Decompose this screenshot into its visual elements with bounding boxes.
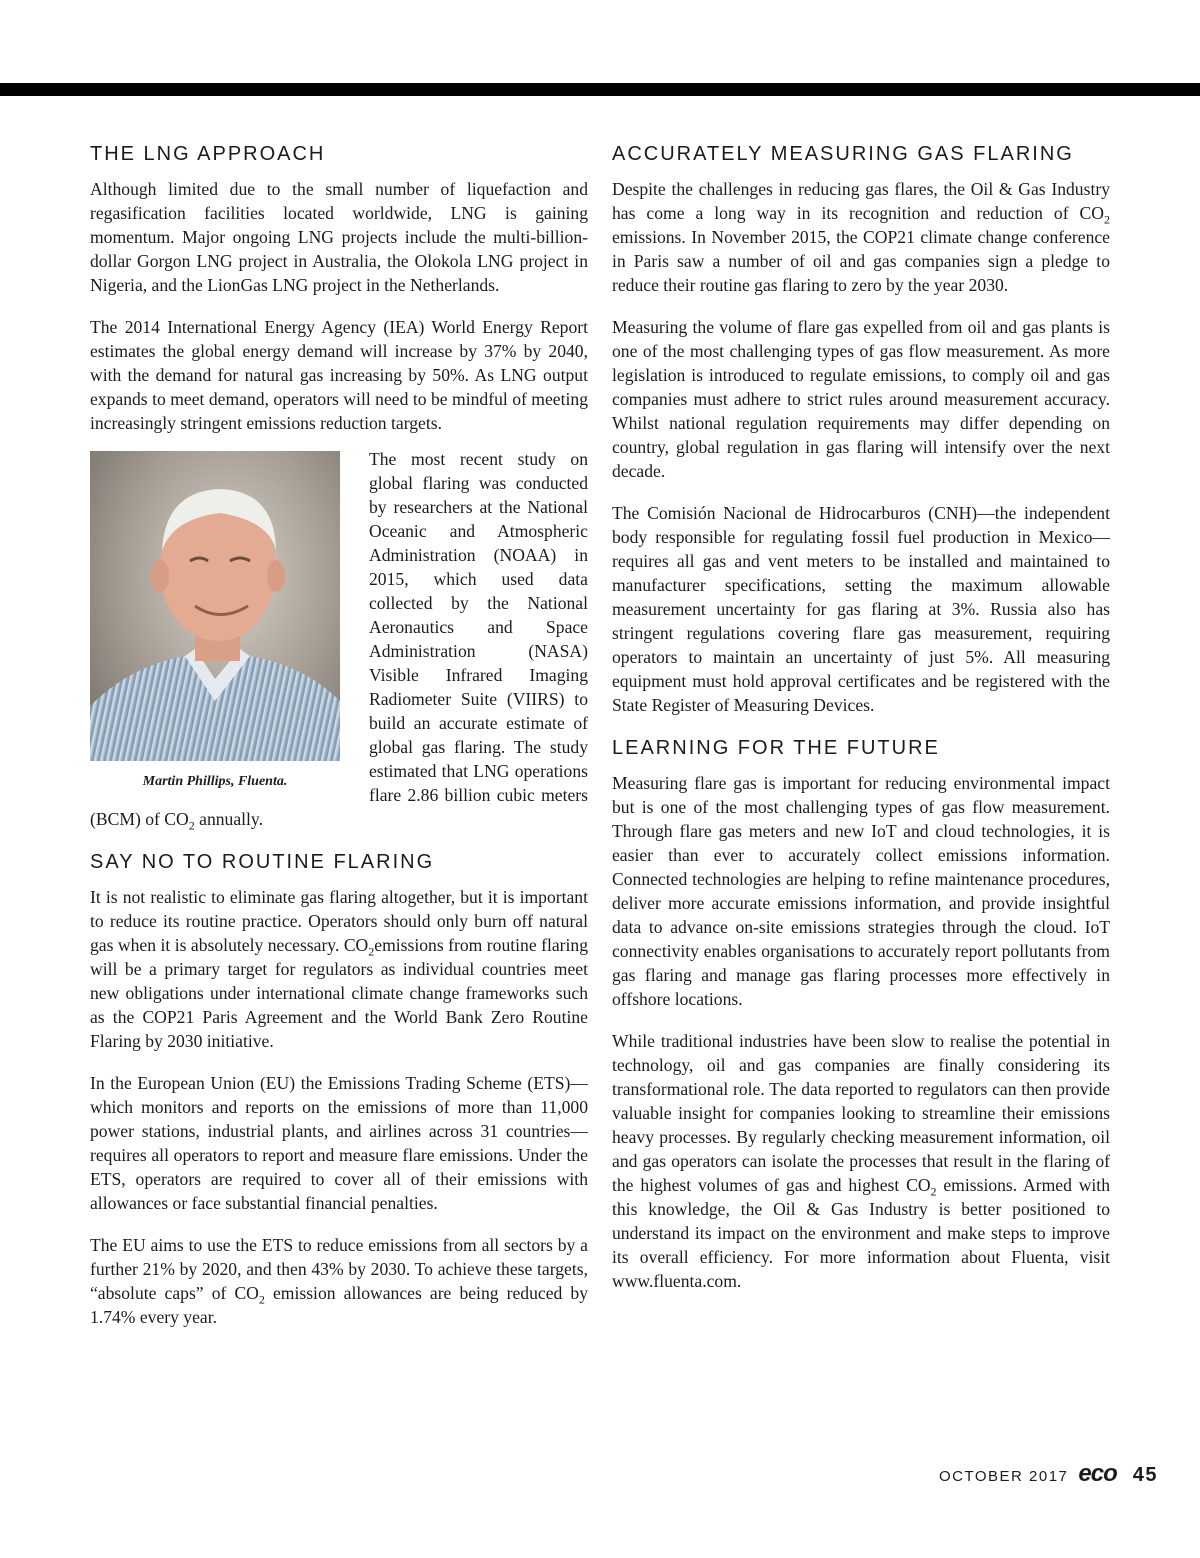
subscript: 2	[188, 818, 195, 833]
portrait-photo	[90, 451, 340, 761]
section-heading-future: LEARNING FOR THE FUTURE	[612, 737, 940, 759]
paragraph: Although limited due to the small number of liquefaction and regasification facilities located worldwide, LNG is gaining momentum. Major ongoing LNG projects include the multi-billion-dollar Gorgon LNG project in Australia, the Olokola LNG project in Nigeria, and the LionGas LNG project in the Netherlands.	[90, 179, 588, 295]
paragraph-text: annually.	[194, 809, 263, 829]
section-heading-lng: THE LNG APPROACH	[90, 143, 326, 165]
right-column	[612, 141, 1110, 1311]
top-rule	[0, 83, 1200, 96]
paragraph: In the European Union (EU) the Emissions Trading Scheme (ETS)—which monitors and reports on the emissions of more than 11,000 power stations, industrial plants, and airlines across 31 countries—requires all operators to report and measure flare emissions. Under the ETS, operators are required to cover all of their emissions with allowances or face substantial financial penalties.	[90, 1073, 588, 1213]
paragraph-text: The most recent study on global flaring was conducted by researchers at the National Oceanic and Atmospheric Administration (NOAA) in 2015, which used data collected by the National Aeronautics and Space Administration (NASA) Visible Infrared Imaging Radiometer Suite (VIIRS) to build an accurate estimate of global gas flaring. The study estimated that LNG operations flare 2.86 billion cubic meters (BCM) of CO	[90, 449, 588, 829]
page-number: 45	[1132, 1464, 1158, 1486]
paragraph-text: emissions. Armed with this knowledge, the Oil & Gas Industry is better positioned to understand its impact on the environment and make steps to improve its overall efficiency. For more information about Fluenta, visit www.fluenta.com.	[612, 1175, 1110, 1291]
magazine-logo: eco	[1078, 1460, 1117, 1487]
paragraph-text: The EU aims to use the ETS to reduce emissions from all sectors by a further 21% by 2020, and then 43% by 2030. To achieve these targets, “absolute caps” of CO	[90, 1235, 588, 1303]
subscript: 2	[1104, 212, 1110, 227]
paragraph	[90, 315, 588, 435]
paragraph	[90, 885, 588, 1053]
paragraph-text: emissions. In November 2015, the COP21 climate change conference in Paris saw a number of oil and gas companies sign a pledge to reduce their routine gas flaring to zero by the year 2030.	[612, 227, 1110, 295]
subscript: 2	[258, 1292, 265, 1307]
issue-date: OCTOBER 2017	[938, 1468, 1069, 1485]
paragraph-with-photo	[90, 447, 588, 831]
paragraph-text: It is not realistic to eliminate gas flaring altogether, but it is important to reduce its routine practice. Operators should only burn off natural gas when it is absolutely necessary. CO	[90, 887, 588, 955]
subscript: 2	[930, 1184, 937, 1199]
paragraph: Measuring the volume of flare gas expelled from oil and gas plants is one of the most challenging types of gas flow measurement. As more legislation is introduced to regulate emissions, to comply oil and gas companies must adhere to strict rules around measurement accuracy. Whilst national regulation requirements may differ depending on country, global regulation in gas flaring will intensify over the next decade.	[612, 317, 1110, 481]
paragraph	[612, 177, 1110, 297]
photo-caption: Martin Phillips, Fluenta.	[142, 774, 288, 789]
paragraph-text: The 2014 International Energy Agency (IEA) World Energy Report estimates the global energy demand will increase by 37% by 2040, with the demand for natural gas increasing by 50%. As LNG output expands to meet demand, operators will need to be mindful of meeting increasingly stringent emissions reduction targets.	[90, 317, 588, 433]
left-column	[90, 141, 588, 1347]
page-footer	[939, 1460, 1158, 1488]
subscript: 2	[368, 944, 375, 959]
section-heading-measuring: ACCURATELY MEASURING GAS FLARING	[612, 143, 1074, 165]
paragraph	[612, 1029, 1110, 1293]
paragraph-text: emissions from routine flaring will be a primary target for regulators as individual countries meet new obligations under international climate change frameworks such as the COP21 Paris Agreement and the World Bank Zero Routine Flaring by 2030 initiative.	[90, 935, 588, 1051]
paragraph	[90, 1233, 588, 1329]
paragraph-text: While traditional industries have been slow to realise the potential in technology, oil and gas companies are finally considering its transformational role. The data reported to regulators can then provide valuable insight for companies looking to streamline their emissions heavy processes. By regularly checking measurement information, oil and gas operators can isolate the processes that result in the flaring of the highest volumes of gas and highest CO	[612, 1031, 1110, 1195]
photo-figure	[90, 451, 355, 791]
paragraph: Measuring flare gas is important for reducing environmental impact but is one of the most challenging types of gas flow measurement. Through flare gas meters and new IoT and cloud technologies, it is easier than ever to accurately collect emissions information. Connected technologies are helping to refine maintenance procedures, deliver more accurate emissions information, and provide insightful data to advance on-site emissions strategies through the cloud. IoT connectivity enables organisations to accurately report pollutants from gas flaring and manage gas flaring processes more effectively in offshore locations.	[612, 773, 1110, 1009]
paragraph-text: emission allowances are being reduced by 1.74% every year.	[90, 1283, 588, 1327]
paragraph-text: Despite the challenges in reducing gas flares, the Oil & Gas Industry has come a long way in its recognition and reduction of CO	[612, 179, 1110, 223]
section-heading-routine-flaring: SAY NO TO ROUTINE FLARING	[90, 851, 435, 873]
paragraph: The Comisión Nacional de Hidrocarburos (CNH)—the independent body responsible for regulating fossil fuel production in Mexico—requires all gas and vent meters to be installed and maintained to manufacturer specifications, setting the maximum allowable measurement uncertainty for gas flaring at 3%. Russia also has stringent regulations covering flare gas measurement, requiring operators to maintain an uncertainty of just 5%. All measuring equipment must hold approval certificates and be registered with the State Register of Measuring Devices.	[612, 503, 1110, 715]
